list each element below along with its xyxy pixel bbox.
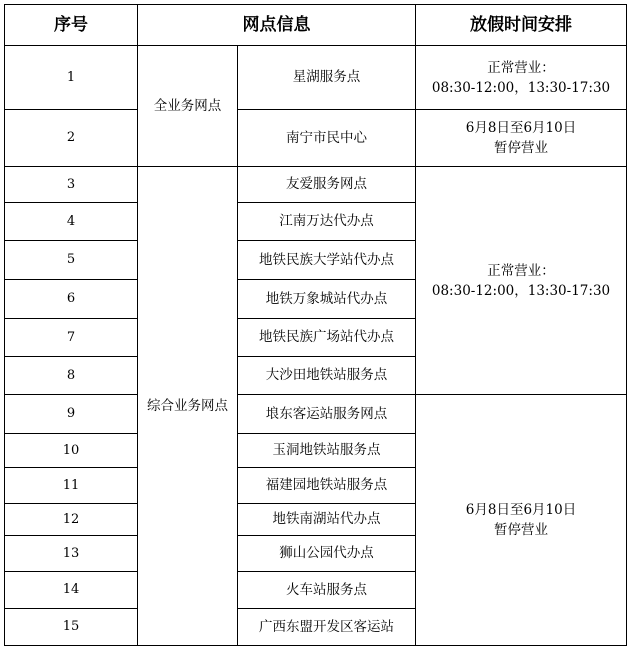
row-index: 13 bbox=[5, 536, 138, 572]
row-index: 8 bbox=[5, 357, 138, 395]
schedule-status: 暂停营业 bbox=[494, 522, 548, 538]
row-index: 12 bbox=[5, 504, 138, 536]
row-index: 7 bbox=[5, 319, 138, 357]
row-index: 4 bbox=[5, 203, 138, 241]
outlet-name: 地铁民族大学站代办点 bbox=[238, 241, 416, 280]
header-outlet-info: 网点信息 bbox=[138, 5, 416, 46]
schedule-status: 暂停营业 bbox=[494, 140, 548, 156]
header-index: 序号 bbox=[5, 5, 138, 46]
category-full-service: 全业务网点 bbox=[138, 46, 238, 167]
outlet-name: 江南万达代办点 bbox=[238, 203, 416, 241]
row-index: 5 bbox=[5, 241, 138, 280]
header-schedule: 放假时间安排 bbox=[416, 5, 627, 46]
row-index: 11 bbox=[5, 468, 138, 504]
outlet-name: 埌东客运站服务网点 bbox=[238, 395, 416, 434]
table-row bbox=[5, 110, 627, 167]
outlet-name: 福建园地铁站服务点 bbox=[238, 468, 416, 504]
row-index: 10 bbox=[5, 434, 138, 468]
category-comprehensive: 综合业务网点 bbox=[138, 167, 238, 646]
table-row bbox=[5, 395, 627, 434]
outlet-name: 地铁民族广场站代办点 bbox=[238, 319, 416, 357]
outlet-name: 狮山公园代办点 bbox=[238, 536, 416, 572]
row-index: 3 bbox=[5, 167, 138, 203]
outlet-name: 广西东盟开发区客运站 bbox=[238, 609, 416, 646]
table-row bbox=[5, 167, 627, 203]
schedule-table-container bbox=[4, 4, 626, 646]
header-row bbox=[5, 5, 627, 46]
outlet-name: 火车站服务点 bbox=[238, 572, 416, 609]
row-index: 6 bbox=[5, 280, 138, 319]
schedule-dates: 6月8日至6月10日 bbox=[465, 502, 577, 518]
row-index: 15 bbox=[5, 609, 138, 646]
schedule-cell bbox=[416, 395, 627, 646]
schedule-status: 正常营业： bbox=[487, 262, 555, 279]
schedule-cell bbox=[416, 167, 627, 395]
row-index: 9 bbox=[5, 395, 138, 434]
outlet-name: 地铁万象城站代办点 bbox=[238, 280, 416, 319]
outlet-name: 玉洞地铁站服务点 bbox=[238, 434, 416, 468]
schedule-cell bbox=[416, 46, 627, 110]
schedule-hours: 08:30-12:00，13:30-17:30 bbox=[431, 282, 611, 299]
schedule-dates: 6月8日至6月10日 bbox=[465, 120, 577, 136]
outlet-name: 大沙田地铁站服务点 bbox=[238, 357, 416, 395]
schedule-cell bbox=[416, 110, 627, 167]
row-index: 14 bbox=[5, 572, 138, 609]
row-index: 2 bbox=[5, 110, 138, 167]
outlet-name: 地铁南湖站代办点 bbox=[238, 504, 416, 536]
schedule-hours: 08:30-12:00，13:30-17:30 bbox=[431, 79, 611, 96]
outlet-name: 南宁市民中心 bbox=[238, 110, 416, 167]
schedule-status: 正常营业： bbox=[487, 59, 555, 76]
outlet-name: 星湖服务点 bbox=[238, 46, 416, 110]
row-index: 1 bbox=[5, 46, 138, 110]
table-row bbox=[5, 46, 627, 110]
outlet-schedule-table bbox=[4, 4, 627, 646]
outlet-name: 友爱服务网点 bbox=[238, 167, 416, 203]
